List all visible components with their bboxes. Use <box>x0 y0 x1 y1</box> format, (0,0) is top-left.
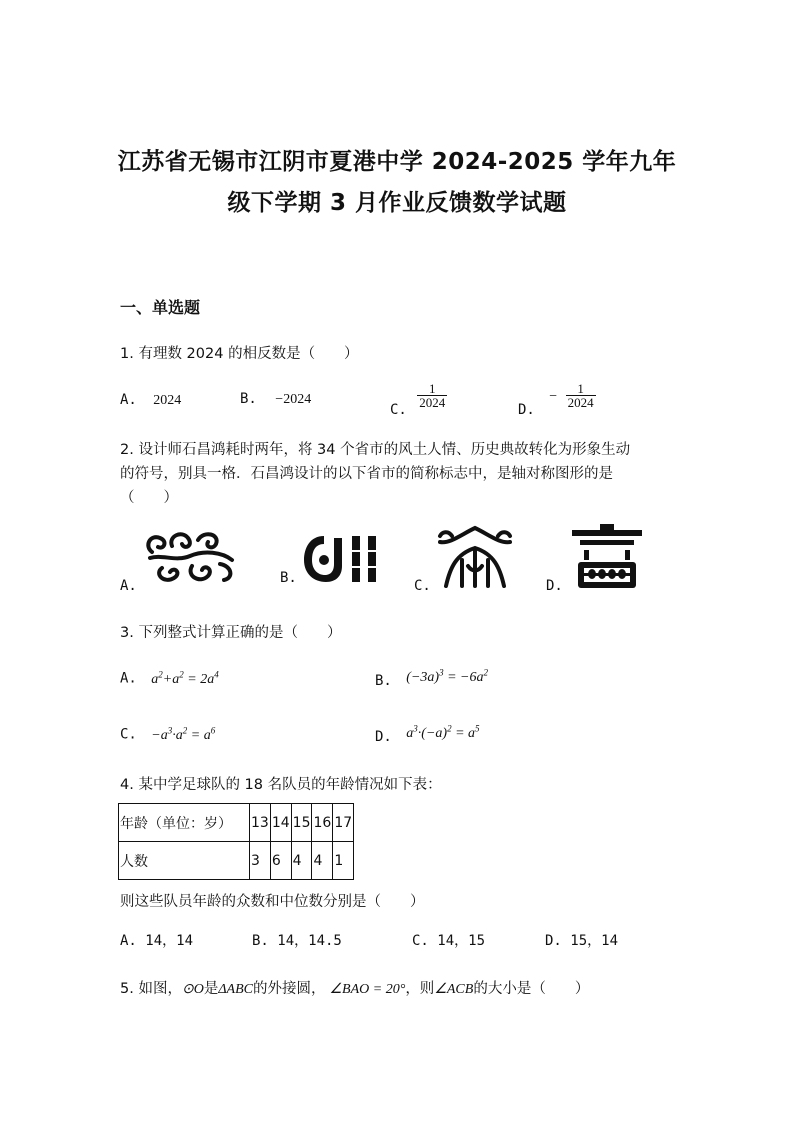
q5-triangle-abc: ΔABC <box>218 982 253 997</box>
pavilion-logo-image <box>436 524 514 588</box>
table-cell: 14 <box>270 804 291 842</box>
section-heading: 一、单选题 <box>120 298 201 317</box>
q2-option-c-label: C. <box>414 578 431 594</box>
q1-option-d-numerator: 1 <box>577 381 584 396</box>
river-logo-image <box>302 532 382 586</box>
table-cell: 1 <box>333 842 354 880</box>
q1-option-c-label: C. <box>390 401 407 418</box>
q3-option-d-formula: $a^3\cdot(-a)^2 = a^5$ <box>406 723 480 741</box>
q3-stem: 3. 下列整式计算正确的是（ ） <box>120 625 342 641</box>
document-title-line1: 江苏省无锡市江阴市夏港中学 2024-2025 学年九年 <box>117 149 677 175</box>
q5-mid1: 是 <box>203 981 219 997</box>
table-cell: 15 <box>291 804 312 842</box>
table-cell: 3 <box>250 842 271 880</box>
document-title-line2: 级下学期 3 月作业反馈数学试题 <box>227 190 567 216</box>
q4-option-b: B. 14，14.5 <box>252 933 342 949</box>
q5-mid3: ，则 <box>405 981 435 997</box>
table-cell: 4 <box>312 842 333 880</box>
table-cell: 4 <box>291 842 312 880</box>
q1-option-c-fraction <box>417 382 447 409</box>
table-cell: 6 <box>270 842 291 880</box>
q5-prefix: 5. 如图， <box>120 981 182 997</box>
table-row <box>119 842 354 880</box>
q4-option-a: A. 14，14 <box>120 933 194 949</box>
q5-mid2: 的外接圆， <box>252 981 326 997</box>
q1-option-a-label: A. <box>120 392 137 408</box>
q3-option-b-formula: $(-3a)^3 = -6a^2$ <box>406 667 488 685</box>
q1-option-b-value: −2024 <box>275 392 312 407</box>
q3-option-c <box>120 725 215 744</box>
q3-option-d <box>375 723 480 745</box>
q2-stem-line3: （ ） <box>120 490 178 506</box>
q1-option-d-sign: − <box>549 388 558 404</box>
q3-option-b-label: B. <box>375 672 392 689</box>
q1-option-c-denominator: 2024 <box>419 395 446 410</box>
q5-angle-bao: ∠BAO = 20° <box>329 982 406 997</box>
q1-option-b-label: B. <box>240 391 257 407</box>
q1-option-c <box>390 381 447 418</box>
table-cell-count-header: 人数 <box>119 842 250 880</box>
q3-option-a-formula: $a^2+a^2 = 2a^4$ <box>151 669 219 687</box>
age-table <box>118 803 354 880</box>
q2-stem-line2: 的符号，别具一格．石昌鸿设计的以下省市的简称标志中，是轴对称图形的是 <box>120 466 613 482</box>
q2-option-d-label: D. <box>546 578 563 594</box>
table-row <box>119 804 354 842</box>
q2-stem-line1: 2. 设计师石昌鸿耗时两年，将 34 个省市的风土人情、历史典故转化为形象生动 <box>120 442 631 458</box>
q1-option-d-label: D. <box>518 401 535 418</box>
q3-option-d-label: D. <box>375 728 392 745</box>
q2-option-a-label: A. <box>120 578 137 594</box>
q4-stem: 4. 某中学足球队的 18 名队员的年龄情况如下表： <box>120 777 442 793</box>
q1-option-d <box>518 381 596 418</box>
q3-option-b <box>375 667 488 689</box>
q1-option-b <box>240 391 311 408</box>
table-cell: 13 <box>250 804 271 842</box>
q4-followup: 则这些队员年龄的众数和中位数分别是（ ） <box>120 894 425 910</box>
q1-stem: 1. 有理数 2024 的相反数是（ ） <box>120 346 359 362</box>
q5-angle-acb: ∠ACB <box>434 982 474 997</box>
q1-option-a-value: 2024 <box>153 393 182 408</box>
q3-option-c-label: C. <box>120 726 137 743</box>
q4-option-d: D. 15，14 <box>545 933 619 949</box>
q3-option-c-formula: $-a^3\cdot a^2 = a^6$ <box>151 725 216 743</box>
q4-option-c: C. 14，15 <box>412 933 486 949</box>
abacus-logo-image <box>570 524 644 590</box>
q1-option-d-fraction <box>566 382 596 409</box>
cloud-logo-image <box>142 528 238 586</box>
q1-option-c-numerator: 1 <box>429 381 436 396</box>
q5-suffix: 的大小是（ ） <box>473 981 590 997</box>
q1-option-d-denominator: 2024 <box>567 395 594 410</box>
table-cell: 17 <box>333 804 354 842</box>
table-cell-age-header: 年龄（单位：岁） <box>119 804 250 842</box>
q3-option-a-label: A. <box>120 670 137 687</box>
q3-option-a <box>120 669 219 688</box>
q5-circle-o: ⊙O <box>181 982 204 997</box>
table-cell: 16 <box>312 804 333 842</box>
q2-option-b-label: B. <box>280 570 297 586</box>
q1-option-a <box>120 392 181 409</box>
q5-stem <box>120 977 589 998</box>
